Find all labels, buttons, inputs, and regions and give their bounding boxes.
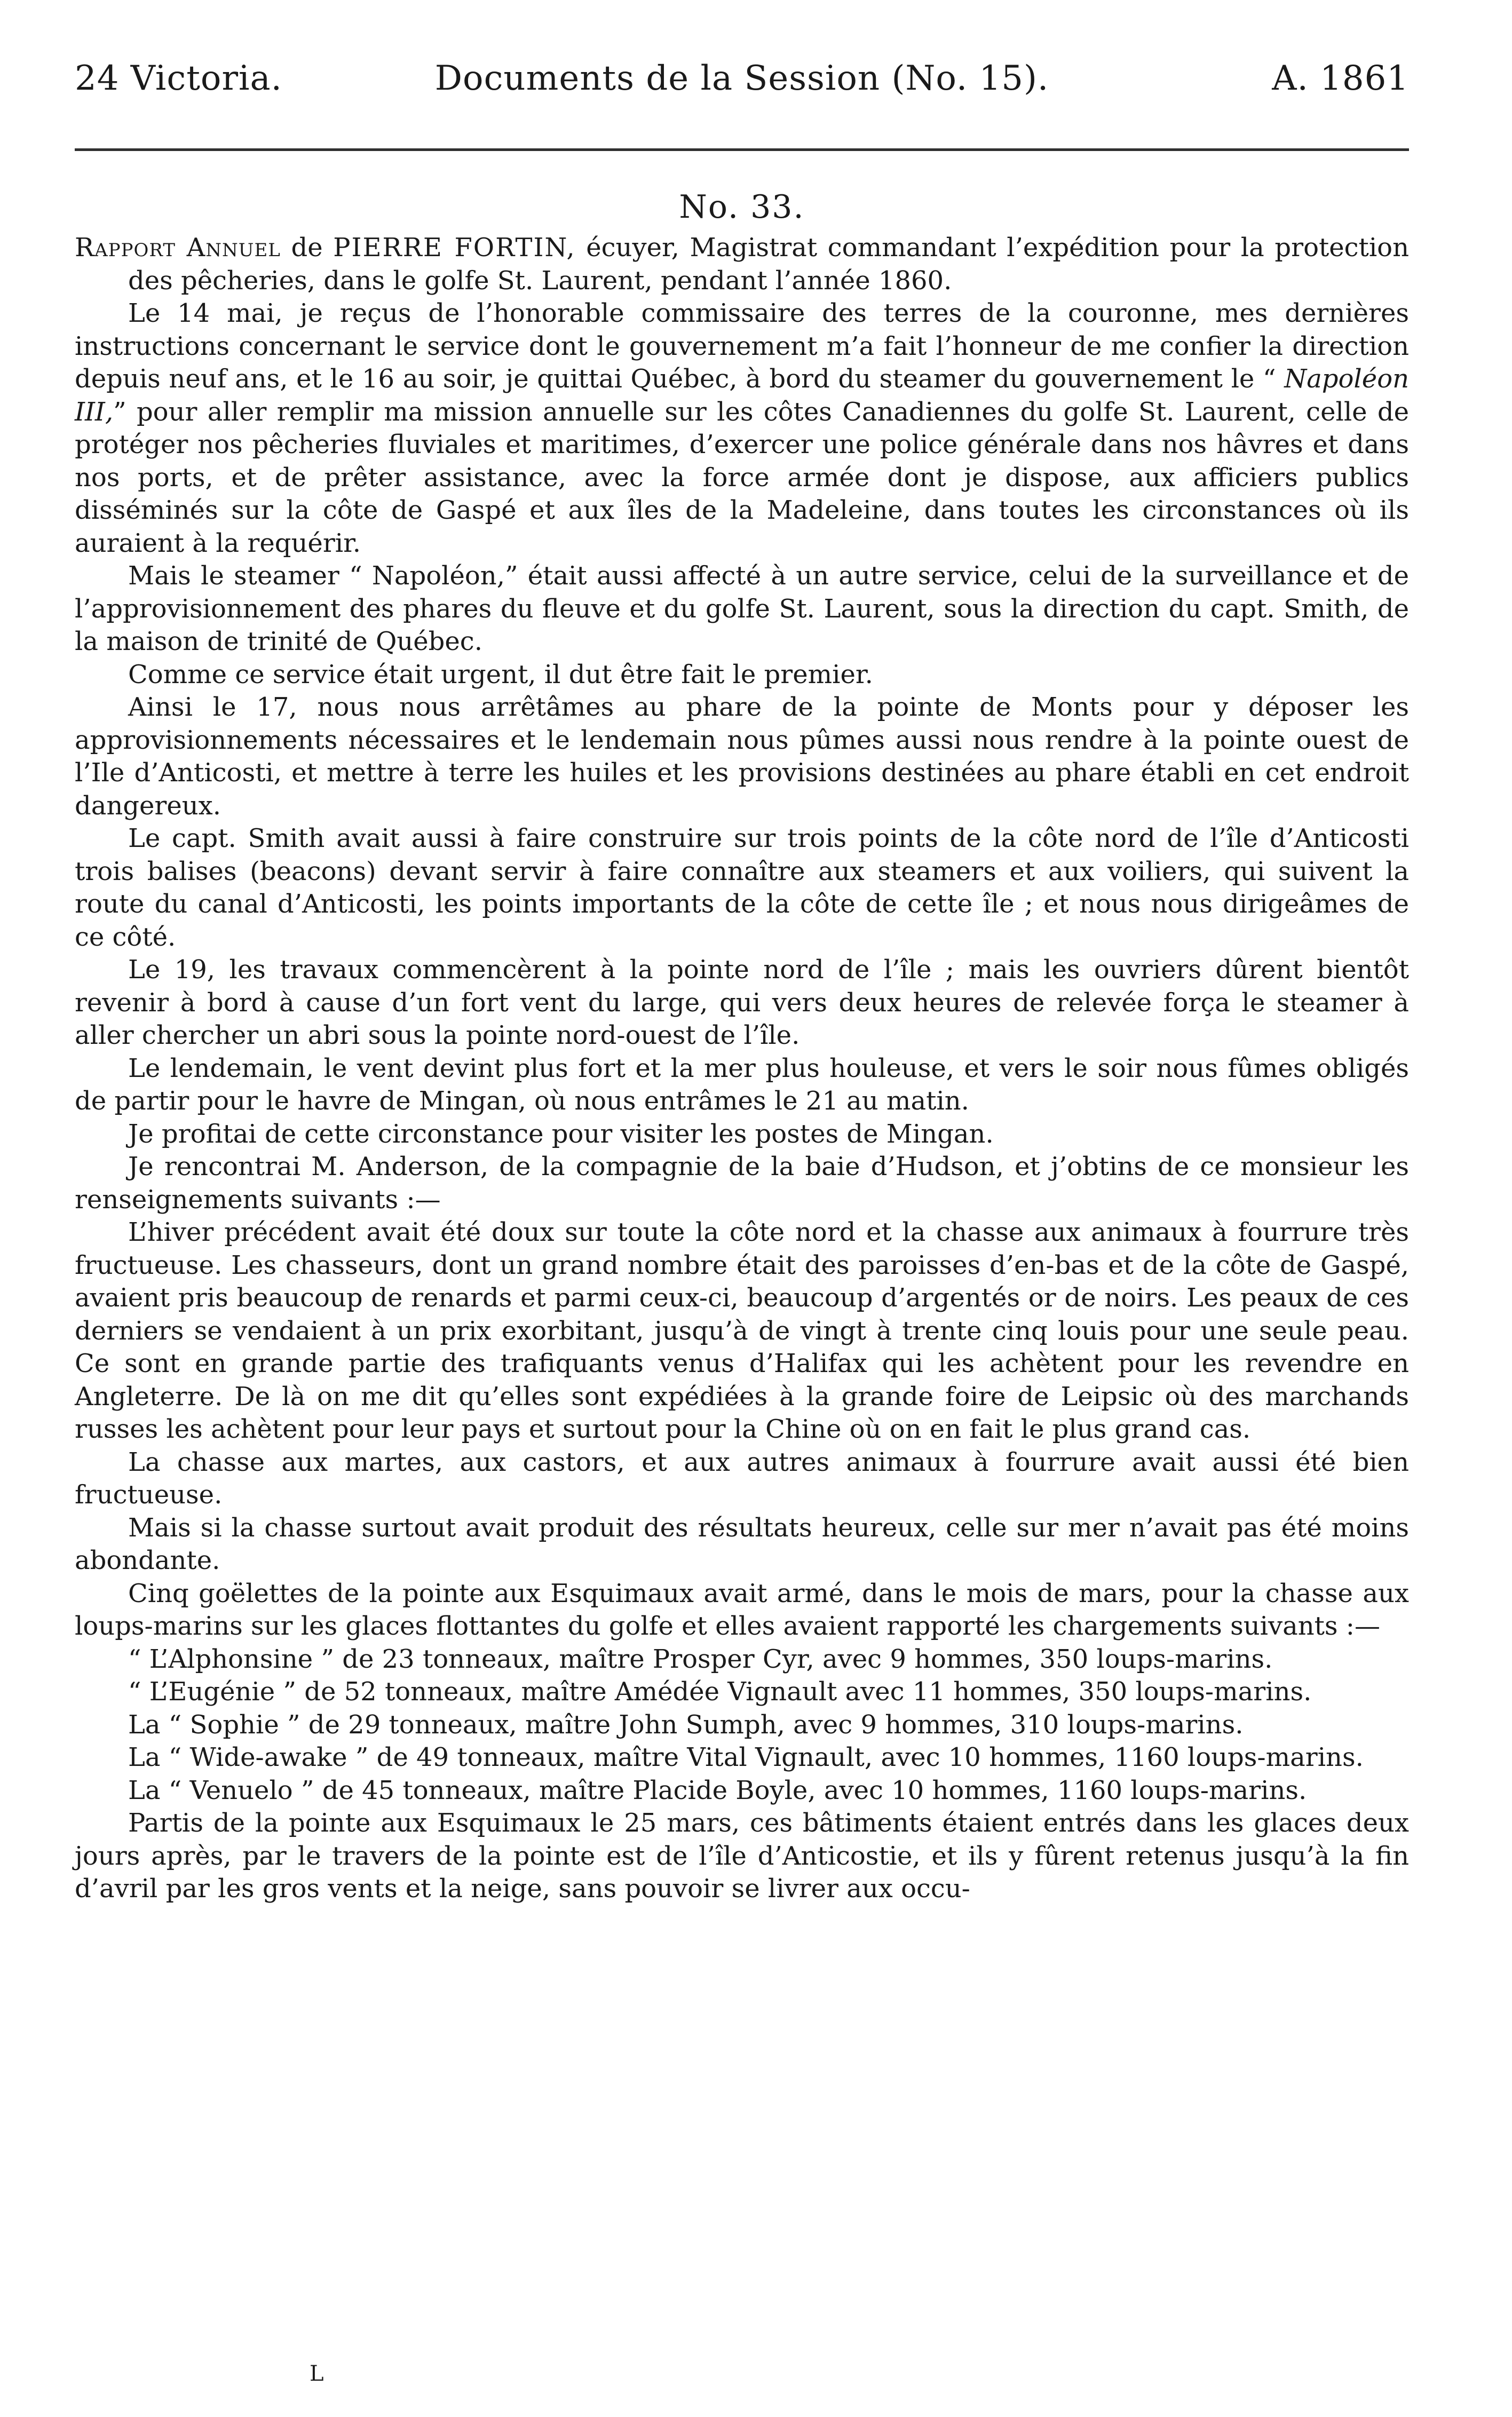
header-volume: 24 Victoria.	[75, 59, 282, 98]
document-number: No. 33.	[679, 188, 805, 226]
paragraph: Partis de la pointe aux Esquimaux le 25 mars, ces bâtiments étaient entrés dans les glaces deux jours après, par le travers de la pointe est de l’île d’Anticostie, et ils y fûrent retenus jusqu’à la fin d’avril par les gros vents et la neige, sans pouvoir se livrer aux occu-	[75, 1808, 1409, 1904]
header-session: Documents de la Session (No. 15).	[434, 59, 1049, 98]
ship-name: Napoléon III,	[75, 364, 1409, 427]
catch-entry: “ L’Eugénie ” de 52 tonneaux, maître Amédée Vignault avec 11 hommes, 350 loups-marins.	[128, 1677, 1312, 1707]
title-name: PIERRE FORTIN,	[333, 233, 576, 263]
header-rule	[75, 148, 1409, 151]
paragraph: Le 19, les travaux commencèrent à la pointe nord de l’île ; mais les ouvriers dûrent bientôt revenir à bord à cause d’un fort vent du large, qui vers deux heures de relevée força le steamer à aller chercher un abri sous la pointe nord-ouest de l’île.	[75, 955, 1409, 1050]
paragraph-text: ” pour aller remplir ma mission annuelle sur les côtes Canadiennes du golfe St. Laurent, celle de protéger nos pêcheries fluviales et maritimes, d’exercer une police générale dans nos hâvres et dans nos ports, et de prêter assistance, avec la force armée dont je dispose, aux afficiers publics disséminés sur la côte de Gaspé et aux îles de la Madeleine, dans toutes les circonstances où ils auraient à la requérir.	[75, 397, 1409, 558]
paragraph: Mais le steamer “ Napoléon,” était aussi affecté à un autre service, celui de la surveillance et de l’approvisionnement des phares du fleuve et du golfe St. Laurent, sous la direction du capt. Smith, de la maison de trinité de Québec.	[75, 561, 1409, 656]
paragraph: Le lendemain, le vent devint plus fort et la mer plus houleuse, et vers le soir nous fûmes obligés de partir pour le havre de Mingan, où nous entrâmes le 21 au matin.	[75, 1053, 1409, 1116]
title-de: de	[280, 233, 334, 263]
paragraph	[75, 297, 1409, 560]
catch-entry: La “ Sophie ” de 29 tonneaux, maître John Sumph, avec 9 hommes, 310 loups-marins.	[128, 1709, 1244, 1740]
paragraph: Je profitai de cette circonstance pour visiter les postes de Mingan.	[128, 1119, 994, 1149]
paragraph: Comme ce service était urgent, il dut être fait le premier.	[128, 659, 873, 690]
paragraph: Cinq goëlettes de la pointe aux Esquimaux avait armé, dans le mois de mars, pour la chasse aux loups-marins sur les glaces flottantes du golfe et elles avaient rapporté les chargements suivants :—	[75, 1578, 1409, 1641]
paragraph: Le capt. Smith avait aussi à faire construire sur trois points de la côte nord de l’île d’Anticosti trois balises (beacons) devant servir à faire connaître aux steamers et aux voiliers, qui suivent la route du canal d’Anticosti, les points importants de la côte de cette île ; et nous nous dirigeâmes de ce côté.	[75, 823, 1409, 952]
paragraph: Mais si la chasse surtout avait produit des résultats heureux, celle sur mer n’avait pas été moins abondante.	[75, 1512, 1409, 1575]
paragraph-text: Le 14 mai, je reçus de l’honorable commissaire des terres de la couronne, mes dernières instructions concernant le service dont le gouvernement m’a fait l’honneur de me confier la direction depuis neuf ans, et le 16 au soir, je quittai Québec, à bord du steamer du gouvernement le “	[75, 298, 1409, 394]
paragraph: Je rencontrai M. Anderson, de la compagnie de la baie d’Hudson, et j’obtins de ce monsieur les renseignements suivants :—	[75, 1152, 1409, 1215]
paragraph: La chasse aux martes, aux castors, et aux autres animaux à fourrure avait aussi été bien fructueuse.	[75, 1447, 1409, 1510]
title-smallcaps: Rapport Annuel	[75, 233, 281, 263]
paragraph: L’hiver précédent avait été doux sur toute la côte nord et la chasse aux animaux à fourrure très fructueuse. Les chasseurs, dont un grand nombre était des paroisses d’en-bas et de la côte de Gaspé, avaient pris beaucoup de renards et parmi ceux-ci, beaucoup d’argentés or de noirs. Les peaux de ces derniers se vendaient à un prix exorbitant, jusqu’à de vingt à trente cinq louis pour une seule peau. Ce sont en grande partie des trafiquants venus d’Halifax qui les achètent pour les revendre en Angleterre. De là on me dit qu’elles sont expédiées à la grande foire de Leipsic où des marchands russes les achètent pour leur pays et surtout pour la Chine où on en fait le plus grand cas.	[75, 1217, 1409, 1444]
catch-entry: La “ Wide-awake ” de 49 tonneaux, maître Vital Vignault, avec 10 hommes, 1160 loups-marins.	[128, 1742, 1364, 1772]
running-header	[75, 59, 1409, 123]
document-page	[75, 59, 1409, 1906]
signature-mark: L	[310, 2361, 324, 2386]
catch-entry: La “ Venuelo ” de 45 tonneaux, maître Placide Boyle, avec 10 hommes, 1160 loups-marins.	[128, 1775, 1307, 1805]
header-year: A. 1861	[1272, 59, 1409, 98]
paragraph: Ainsi le 17, nous nous arrêtâmes au phare de la pointe de Monts pour y déposer les approvisionnements nécessaires et le lendemain nous pûmes aussi nous rendre à la pointe ouest de l’Ile d’Anticosti, et mettre à terre les huiles et les provisions destinées au phare établi en cet endroit dangereux.	[75, 692, 1409, 821]
catch-entry: “ L’Alphonsine ” de 23 tonneaux, maître Prosper Cyr, avec 9 hommes, 350 loups-marins.	[128, 1644, 1273, 1674]
report-title	[75, 231, 1409, 297]
title-rest: écuyer, Magistrat commandant l’expédition pour la protection des pêcheries, dans le golfe St. Laurent, pendant l’année 1860.	[128, 233, 1409, 296]
